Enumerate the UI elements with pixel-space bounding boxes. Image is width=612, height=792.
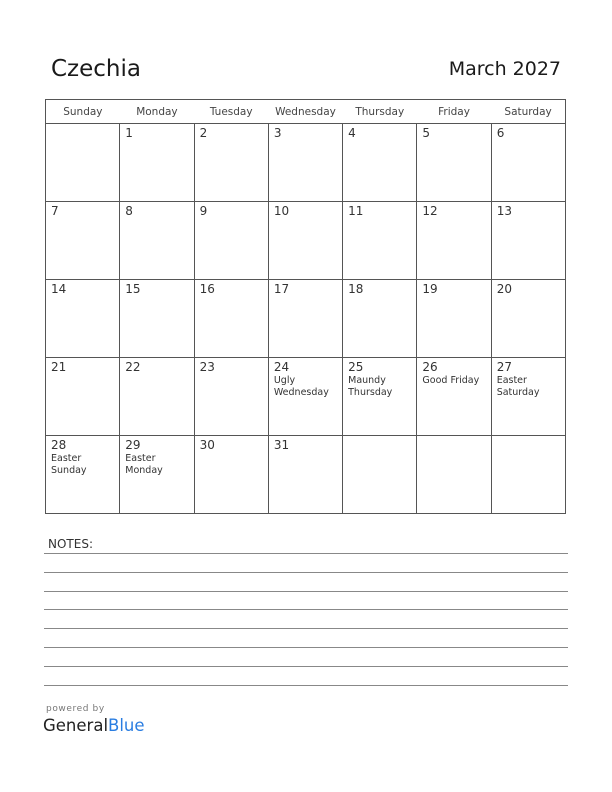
weekday-thursday: Thursday — [343, 100, 417, 124]
day-number: 25 — [348, 360, 364, 374]
day-number: 15 — [125, 282, 141, 296]
day-cell — [120, 280, 194, 358]
day-cell — [343, 124, 417, 202]
day-cell — [268, 202, 342, 280]
day-number: 1 — [125, 126, 133, 140]
day-cell — [194, 202, 268, 280]
note-line — [44, 572, 568, 573]
brand-blue: Blue — [108, 716, 145, 735]
day-number: 22 — [125, 360, 141, 374]
day-number: 10 — [273, 204, 290, 218]
day-number: 30 — [199, 438, 215, 452]
powered-by-text: powered by — [46, 704, 105, 714]
day-cell — [120, 202, 194, 280]
generalblue-logo[interactable] — [43, 716, 145, 735]
day-number: 17 — [273, 282, 290, 296]
weekday-friday: Friday — [417, 100, 491, 124]
day-number: 13 — [496, 204, 512, 218]
day-number: 18 — [348, 282, 364, 296]
day-cell — [491, 202, 565, 280]
weekday-tuesday: Tuesday — [194, 100, 268, 124]
day-number: 28 — [51, 438, 67, 452]
calendar-body — [46, 124, 566, 514]
week-row — [46, 358, 566, 436]
day-cell — [343, 280, 417, 358]
day-cell — [194, 358, 268, 436]
week-row — [46, 436, 566, 514]
day-cell — [491, 280, 565, 358]
day-cell — [417, 202, 491, 280]
day-cell — [194, 124, 268, 202]
weekday-monday: Monday — [120, 100, 194, 124]
weekday-saturday: Saturday — [491, 100, 565, 124]
day-number: 3 — [273, 126, 282, 140]
note-line — [44, 685, 568, 686]
day-cell — [46, 280, 120, 358]
day-cell — [120, 358, 194, 436]
week-row — [46, 124, 566, 202]
day-number: 14 — [51, 282, 67, 296]
day-number: 19 — [422, 282, 438, 296]
note-line — [44, 647, 568, 648]
day-cell — [268, 436, 342, 514]
day-cell — [491, 436, 565, 514]
day-number: 9 — [199, 204, 208, 218]
day-number: 21 — [51, 360, 67, 374]
day-cell — [417, 436, 491, 514]
holiday-label: Ugly Wednesday — [273, 375, 329, 398]
holiday-label: Maundy Thursday — [348, 375, 393, 398]
brand-general: General — [43, 716, 109, 735]
day-number: 16 — [199, 282, 215, 296]
day-cell — [46, 436, 120, 514]
weekday-header-row — [46, 100, 566, 124]
note-line — [44, 609, 568, 610]
note-line — [44, 591, 568, 592]
day-number: 20 — [496, 282, 512, 296]
day-cell — [268, 358, 342, 436]
day-number: 6 — [496, 126, 505, 140]
note-line — [44, 553, 568, 554]
day-cell — [194, 280, 268, 358]
day-number: 12 — [422, 204, 438, 218]
day-number: 26 — [422, 360, 438, 374]
day-number: 8 — [125, 204, 133, 218]
month-title: March 2027 — [448, 58, 561, 80]
day-cell — [194, 436, 268, 514]
calendar-grid — [45, 99, 566, 514]
holiday-label: Easter Saturday — [496, 375, 540, 398]
holiday-label: Easter Sunday — [51, 453, 87, 476]
day-number: 31 — [273, 438, 290, 452]
day-cell — [268, 280, 342, 358]
note-line — [44, 666, 568, 667]
note-line — [44, 628, 568, 629]
day-number: 2 — [199, 126, 208, 140]
day-cell — [417, 280, 491, 358]
day-cell — [46, 358, 120, 436]
day-number: 4 — [348, 126, 356, 140]
day-cell — [491, 358, 565, 436]
day-cell — [46, 124, 120, 202]
weekday-wednesday: Wednesday — [268, 100, 342, 124]
day-number: 5 — [422, 126, 431, 140]
day-number: 29 — [125, 438, 141, 452]
day-number: 27 — [496, 360, 512, 374]
day-cell — [268, 124, 342, 202]
day-cell — [343, 358, 417, 436]
day-cell — [491, 124, 565, 202]
day-cell — [120, 124, 194, 202]
weekday-sunday: Sunday — [46, 100, 120, 124]
day-number: 24 — [273, 360, 290, 374]
day-number: 7 — [51, 204, 59, 218]
day-cell — [343, 202, 417, 280]
day-number: 11 — [348, 204, 364, 218]
holiday-label: Good Friday — [422, 375, 480, 386]
day-number: 23 — [199, 360, 215, 374]
day-cell — [417, 358, 491, 436]
day-cell — [343, 436, 417, 514]
country-title: Czechia — [51, 56, 141, 82]
holiday-label: Easter Monday — [125, 453, 163, 476]
day-cell — [417, 124, 491, 202]
notes-label: NOTES: — [48, 537, 93, 551]
day-cell — [46, 202, 120, 280]
week-row — [46, 280, 566, 358]
week-row — [46, 202, 566, 280]
day-cell — [120, 436, 194, 514]
